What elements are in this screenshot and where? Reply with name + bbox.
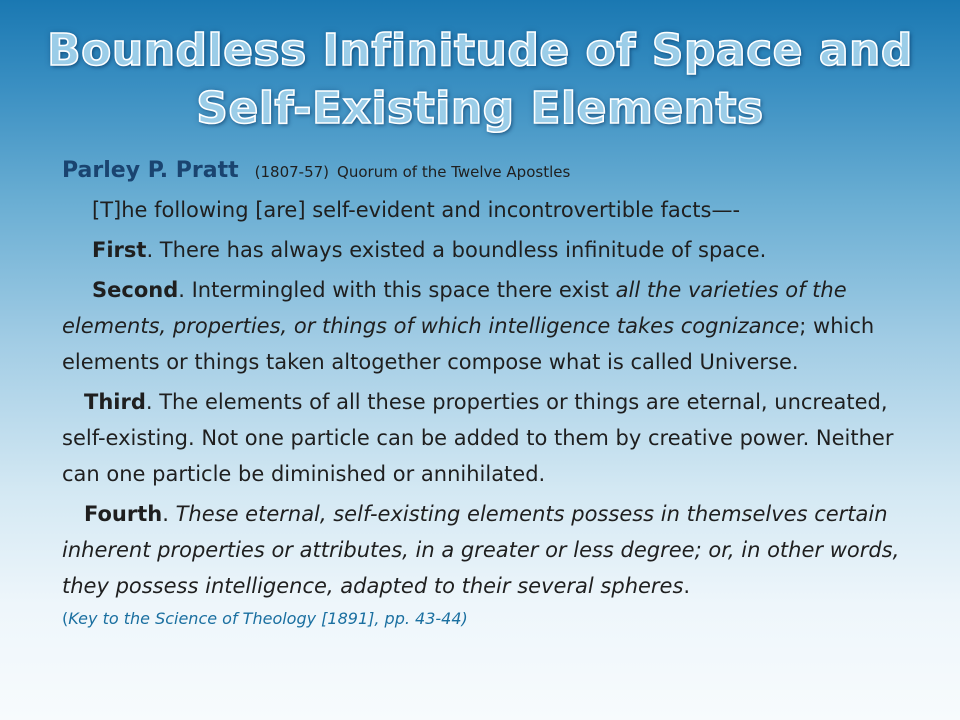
point-third-label: Third [84,390,146,414]
point-fourth-text-a: . [162,502,176,526]
citation [62,608,912,630]
quote-body [62,150,912,630]
citation-text: Key to the Science of Theology [1891], pp. 43-44) [68,609,468,628]
point-fourth-emphasis: These eternal, self-existing elements possess in themselves certain inherent properties or attributes, in a greater or less degree; or, in other words, they possess intelligence, adapted to their several spheres [62,502,900,598]
point-fourth-label: Fourth [84,502,163,526]
author-line [62,150,912,192]
point-fourth-text-b: . [683,574,691,598]
point-first [62,232,912,268]
point-third-text: . The elements of all these properties or things are eternal, uncreated, self-existing. Not one particle can be added to them by creative power. Neither can one particle be diminished or annihilated. [62,390,894,486]
citation-open-paren: ( [62,609,69,628]
point-second [62,272,912,380]
intro-line: [T]he following [are] self-evident and incontrovertible facts—- [92,198,741,222]
point-fourth [62,496,912,604]
point-first-label: First [92,238,147,262]
author-role: Quorum of the Twelve Apostles [337,163,571,181]
author-name: Parley P. Pratt [62,158,239,183]
point-second-text-b: ; which elements or things taken altogether compose what is called Universe. [62,314,875,374]
point-second-label: Second [92,278,179,302]
point-first-text: . There has always existed a boundless infinitude of space. [146,238,767,262]
point-second-text-a: . Intermingled with this space there exist [178,278,616,302]
author-dates: (1807-57) [254,163,330,181]
point-third [62,384,912,492]
point-second-emphasis: all the varieties of the elements, properties, or things of which intelligence takes cognizance [62,278,847,338]
slide-title: Boundless Infinitude of Space and Self-Existing Elements [47,25,913,134]
